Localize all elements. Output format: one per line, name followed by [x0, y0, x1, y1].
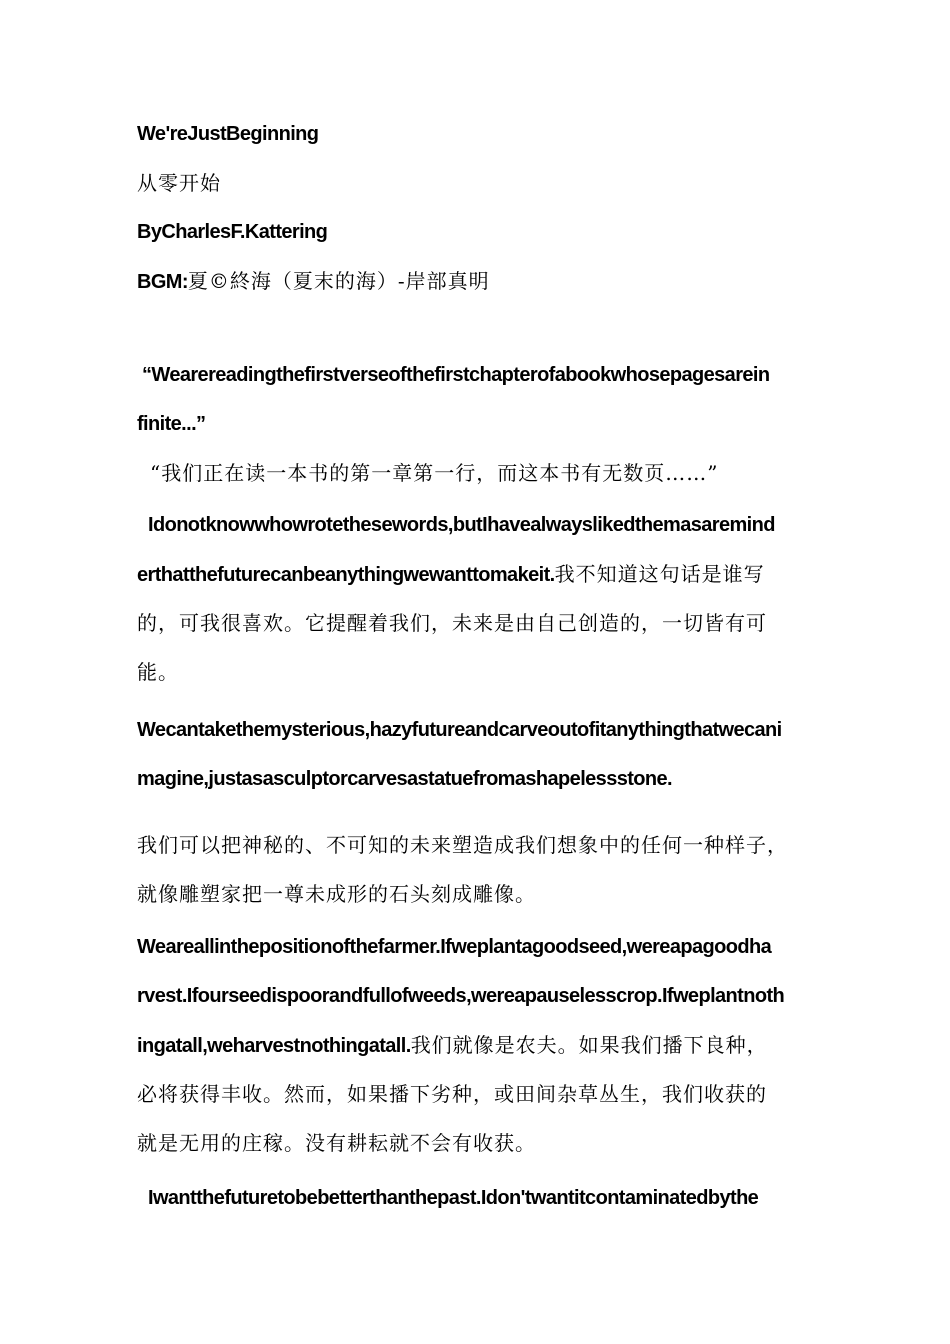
para4-line-3 — [137, 1032, 768, 1059]
para2-zh-line-4: 能。 — [137, 660, 179, 684]
quote-en-line-1: “Wearereadingthefirstverseofthefirstchapterofabookwhosepagesarein — [142, 364, 770, 386]
para3-en-line-1: Wecantakethemysterious,hazyfutureandcarveoutofitanythingthatwecani — [137, 719, 782, 741]
para4-zh-line-4: 必将获得丰收。然而，如果播下劣种，或田间杂草丛生，我们收获的 — [137, 1082, 767, 1106]
para2-line-2 — [137, 561, 765, 588]
doc-author: ByCharlesF.Kattering — [137, 221, 328, 243]
para4-en-line-2: rvest.Ifourseedispoorandfullofweeds,wereapauselesscrop.Ifweplantnoth — [137, 985, 785, 1007]
quote-zh: “我们正在读一本书的第一章第一行，而这本书有无数页……” — [150, 461, 719, 485]
para4-zh-line-5: 就是无用的庄稼。没有耕耘就不会有收获。 — [137, 1131, 536, 1155]
para3-zh-line-2: 就像雕塑家把一尊未成形的石头刻成雕像。 — [137, 882, 536, 906]
para4-zh-line-3: 我们就像是农夫。如果我们播下良种， — [410, 1033, 768, 1057]
para2-zh-line-2: 我不知道这句话是谁写 — [554, 562, 765, 586]
bgm-label: BGM: — [137, 271, 188, 293]
para4-en-line-1: Weareallinthepositionofthefarmer.Ifweplantagoodseed,wereapagoodha — [137, 936, 772, 958]
doc-title: We'reJustBeginning — [137, 123, 319, 145]
para3-en-line-2: magine,justasasculptorcarvesastatuefromashapelessstone. — [137, 768, 673, 790]
para5-en-line-1: Iwantthefuturetobebetterthanthepast.Idon'twantitcontaminatedbythe — [148, 1187, 759, 1209]
para4-en-line-3: ingatall,weharvestnothingatall. — [137, 1035, 411, 1057]
para2-en-line-2: erthatthefuturecanbeanythingwewanttomakeit. — [137, 564, 555, 586]
para2-en-line-1: Idonotknowwhowrotethesewords,butIhavealwayslikedthemasaremind — [148, 514, 775, 536]
bgm-value: 夏©終海（夏末的海）-岸部真明 — [187, 269, 490, 293]
doc-subtitle-zh: 从零开始 — [137, 171, 221, 195]
para2-zh-line-3: 的，可我很喜欢。它提醒着我们，未来是由自己创造的，一切皆有可 — [137, 611, 767, 635]
quote-en-line-2: finite...” — [137, 413, 206, 435]
doc-bgm-line — [137, 268, 490, 295]
para3-zh-line-1: 我们可以把神秘的、不可知的未来塑造成我们想象中的任何一种样子， — [137, 833, 788, 857]
